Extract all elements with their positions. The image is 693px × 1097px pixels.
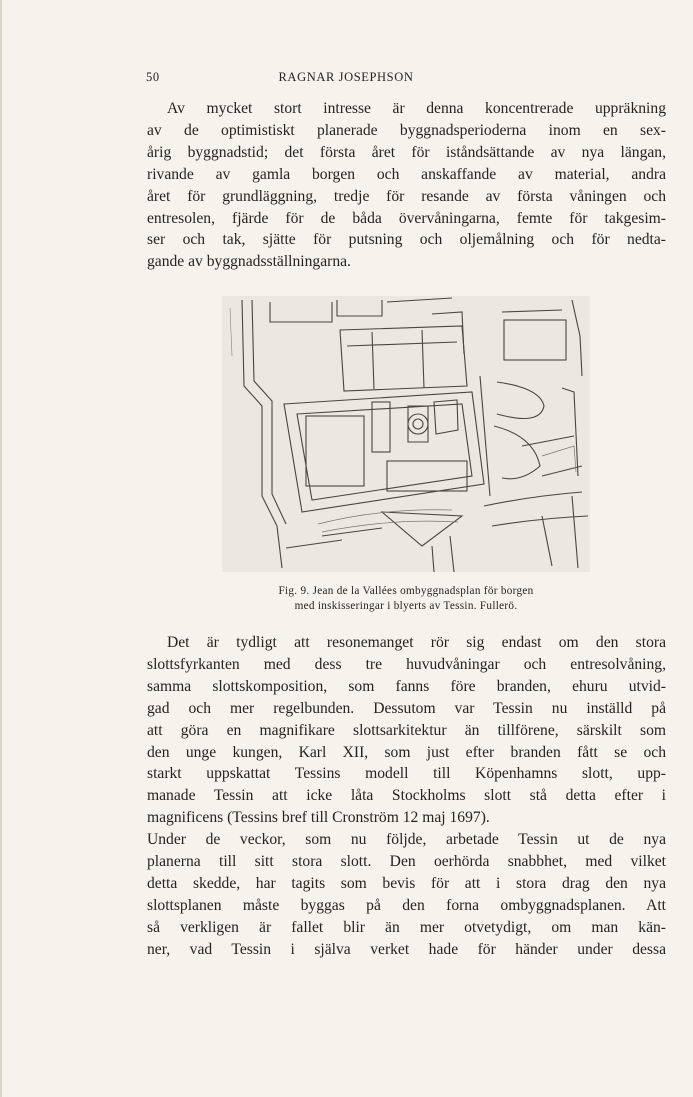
text-line: rivande av gamla borgen och anskaffande av material, andra — [147, 165, 666, 183]
text-line: starkt uppskattat Tessins modell till Köpenhamns slott, upp- — [147, 765, 666, 783]
text-line: årig byggnadstid; det första året för iståndsättande av nya längan, — [147, 143, 666, 161]
text-line: gande av byggnadsställningarna. — [147, 253, 351, 271]
page-header — [146, 70, 546, 88]
text-line: slottsplanen måste byggas på den forna ombyggnadsplanen. Att — [147, 896, 666, 914]
paragraph-2 — [147, 632, 666, 961]
caption-line: Fig. 9. Jean de la Vallées ombyggnadsplan för borgen — [278, 585, 534, 597]
text-line: Under de veckor, som nu följde, arbetade Tessin ut de nya — [147, 831, 666, 849]
caption-line: med inskisseringar i blyerts av Tessin. Fullerö. — [294, 599, 518, 612]
text-line: slottsfyrkanten med dess tre huvudvåningar och entresolvåning, — [147, 655, 666, 673]
text-line: magnificens (Tessins bref till Cronström 12 maj 1697). — [147, 809, 490, 827]
text-line: ser och tak, sjätte för putsning och oljemålning och för nedta- — [147, 231, 666, 249]
text-line: detta skedde, har tagits som bevis för att i stora drag den nya — [147, 874, 666, 892]
paragraph-1 — [147, 98, 666, 273]
text-line: att göra en magnifikare slottsarkitektur än tillförene, särskilt som — [147, 721, 666, 739]
text-line: ner, vad Tessin i själva verket hade för händer under dessa — [147, 940, 666, 958]
text-line: året för grundläggning, tredje för resande av första våningen och — [147, 187, 666, 205]
text-line: gad och mer regelbunden. Dessutom var Tessin nu inställd på — [147, 699, 666, 717]
floor-plan-drawing — [222, 296, 590, 572]
text-line: manade Tessin att icke låta Stockholms slott stå detta efter i — [147, 787, 666, 805]
figure-caption — [200, 584, 612, 613]
text-line: av de optimistiskt planerade byggnadsperioderna inom en sex- — [147, 121, 666, 139]
text-line: samma slottskomposition, som fanns före branden, ehuru utvid- — [147, 677, 666, 695]
running-head: RAGNAR JOSEPHSON — [278, 70, 414, 84]
text-line: så verkligen är fallet blir än mer otvetydigt, om man kän- — [147, 918, 666, 936]
text-line: planerna till sitt stora slott. Den oerhörda snabbhet, med vilket — [147, 853, 666, 871]
figure-floor-plan — [222, 296, 590, 572]
scan-edge — [0, 0, 2, 1097]
text-line: den unge kungen, Karl XII, som just efter branden fått se och — [147, 743, 666, 761]
text-line: Av mycket stort intresse är denna koncentrerade uppräkning — [167, 100, 666, 117]
text-line: Det är tydligt att resonemanget rör sig endast om den stora — [167, 634, 666, 651]
page-number: 50 — [146, 70, 160, 84]
text-line: entresolen, fjärde för de båda övervåningarna, femte för takgesim- — [147, 209, 666, 227]
